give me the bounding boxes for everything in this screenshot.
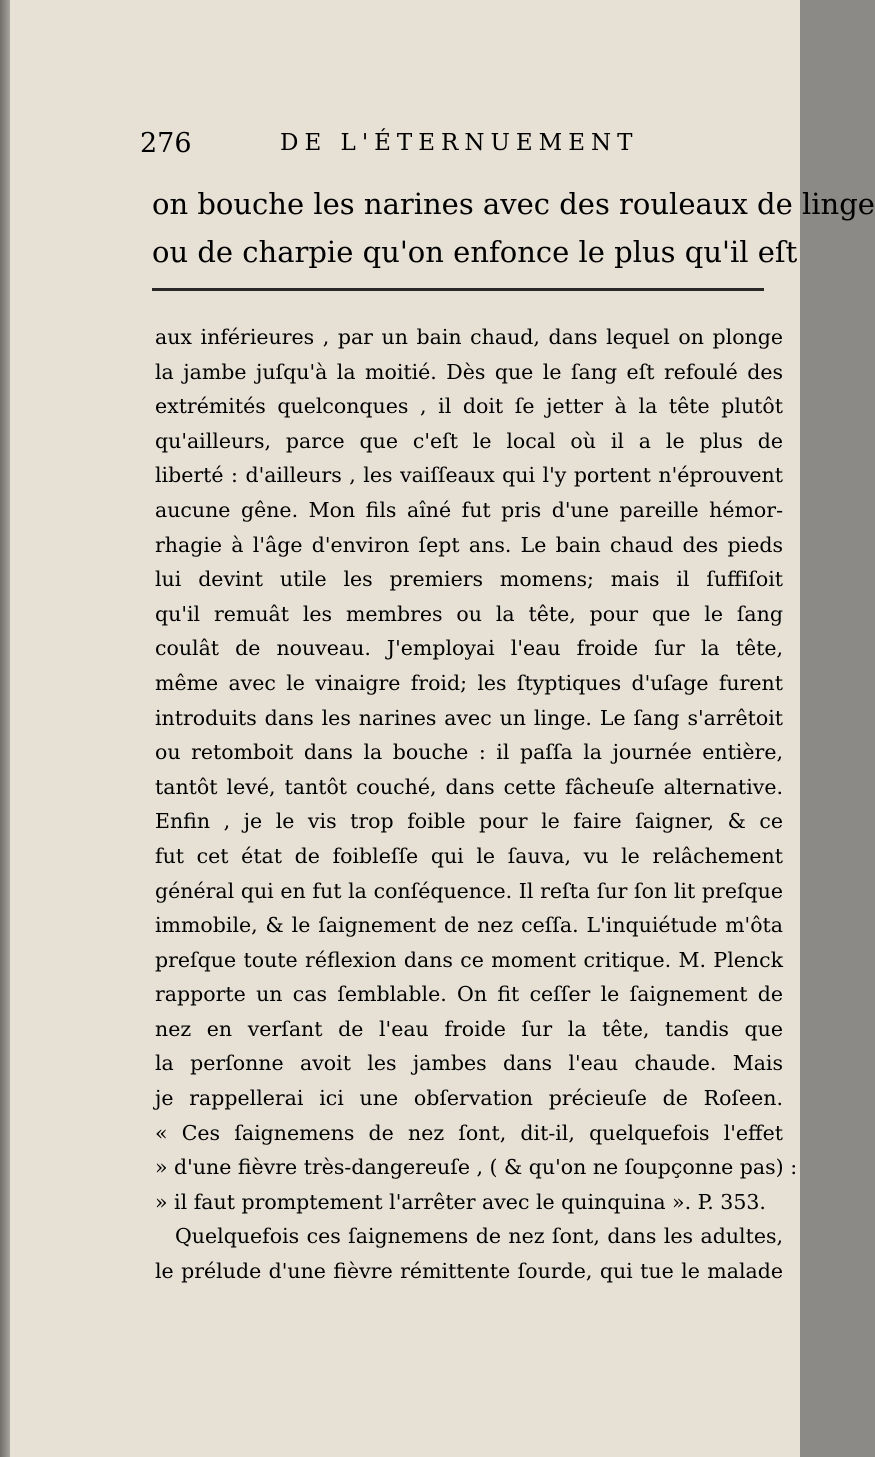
running-head: DE L'ÉTERNUEMENT xyxy=(280,130,639,156)
text-line: ou retomboit dans la bouche : il paſſa la journée entière, xyxy=(155,740,783,765)
text-line: extrémités quelconques , il doit ſe jetter à la tête plutôt xyxy=(155,394,783,419)
text-line: immobile, & le ſaignement de nez ceſſa. L'inquiétude m'ôta xyxy=(155,913,783,938)
text-line: général qui en fut la conſéquence. Il reſta ſur ſon lit preſque xyxy=(155,878,783,903)
page-header xyxy=(140,128,780,168)
text-line: Enfin , je le vis trop foible pour le faire ſaigner, & ce xyxy=(155,809,783,834)
separator-rule xyxy=(152,288,764,291)
text-line: nez en verſant de l'eau froide ſur la tête, tandis que xyxy=(155,1016,783,1041)
text-line: ou de charpie qu'on enfonce le plus qu'il eſt xyxy=(152,235,798,269)
text-line: je rappellerai ici une obſervation précieuſe de Roſeen. xyxy=(155,1086,783,1111)
text-line: rapporte un cas ſemblable. On fit ceſſer le ſaignement de xyxy=(155,982,783,1007)
text-line: la jambe juſqu'à la moitié. Dès que le ſang eſt refoulé des xyxy=(155,359,783,384)
text-block-top xyxy=(152,180,875,276)
text-block-body xyxy=(155,320,798,1289)
text-line: on bouche les narines avec des rouleaux de linge xyxy=(152,187,875,221)
text-line: aux inférieures , par un bain chaud, dans lequel on plonge xyxy=(155,325,783,349)
text-line: lui devint utile les premiers momens; mais il ſuffiſoit xyxy=(155,567,783,592)
text-line: « Ces ſaignemens de nez ſont, dit-il, quelquefois l'effet xyxy=(155,1120,783,1145)
text-line: tantôt levé, tantôt couché, dans cette fâcheuſe alternative. xyxy=(155,774,783,799)
text-line: liberté : d'ailleurs , les vaiſſeaux qui l'y portent n'éprouvent xyxy=(155,463,783,488)
text-line: introduits dans les narines avec un linge. Le ſang s'arrêtoit xyxy=(155,705,783,730)
text-line: la perſonne avoit les jambes dans l'eau chaude. Mais xyxy=(155,1051,783,1076)
text-line: coulât de nouveau. J'employai l'eau froide ſur la tête, xyxy=(155,636,783,661)
page-edge xyxy=(0,0,10,1457)
text-line: » il faut promptement l'arrêter avec le quinquina ». P. 353. xyxy=(155,1189,766,1214)
text-line: rhagie à l'âge d'environ ſept ans. Le bain chaud des pieds xyxy=(155,532,783,557)
text-line: aucune gêne. Mon fils aîné fut pris d'une pareille hémor- xyxy=(155,497,783,522)
text-line: preſque toute réflexion dans ce moment critique. M. Plenck xyxy=(155,947,783,972)
text-line: qu'ailleurs, parce que c'eſt le local où il a le plus de xyxy=(155,428,783,453)
text-line: » d'une fièvre très-dangereuſe , ( & qu'on ne ſoupçonne pas) : xyxy=(155,1155,798,1180)
text-line: qu'il remuât les membres ou la tête, pour que le ſang xyxy=(155,601,783,626)
page-number: 276 xyxy=(140,128,192,159)
text-line: fut cet état de foibleſſe qui le ſauva, vu le relâchement xyxy=(155,843,783,868)
text-line: le prélude d'une fièvre rémittente ſourde, qui tue le malade xyxy=(155,1259,783,1284)
text-line: même avec le vinaigre froid; les ſtyptiques d'uſage furent xyxy=(155,670,783,695)
text-line: Quelquefois ces ſaignemens de nez ſont, dans les adultes, xyxy=(175,1224,783,1249)
